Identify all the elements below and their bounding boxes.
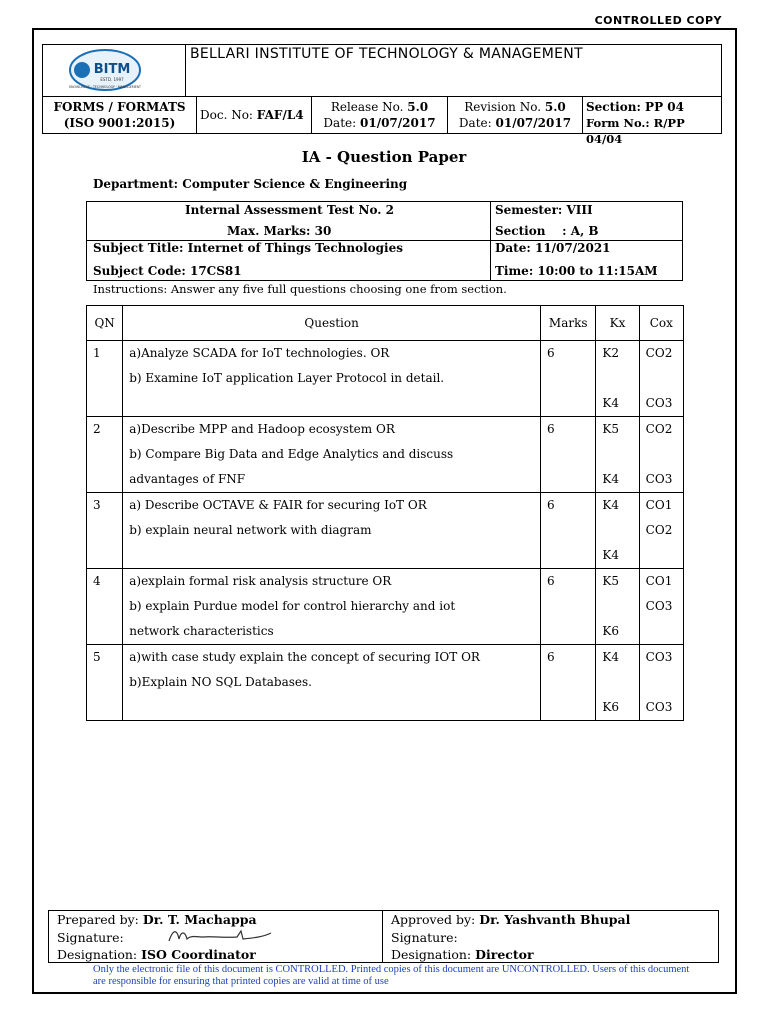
institute-logo xyxy=(68,48,142,92)
department: Department: Computer Science & Engineering xyxy=(93,177,408,191)
exam-time: Time: 10:00 to 11:15AM xyxy=(495,264,658,278)
revision-date-label: Date: xyxy=(458,116,492,130)
question-marks-line: 6 xyxy=(547,422,555,436)
prepared-label: Prepared by: xyxy=(57,912,139,927)
logo-tagline: KNOWLEDGE · TECHNOLOGY · MANAGEMENT xyxy=(69,85,141,89)
header-marks: Marks xyxy=(541,306,596,341)
instructions: Instructions: Answer any five full questions choosing one from section. xyxy=(93,282,507,296)
question-row xyxy=(87,417,684,493)
question-cox-line xyxy=(646,619,677,644)
question-cox-line: CO2 xyxy=(645,422,673,436)
question-text-line xyxy=(129,391,534,416)
revision-date-value: 01/07/2017 xyxy=(495,116,572,130)
prepared-name: Dr. T. Machappa xyxy=(142,912,257,927)
question-text-line: a)with case study explain the concept of securing IOT OR xyxy=(129,650,480,664)
question-kx-line: K2 xyxy=(602,346,619,360)
question-text-line: b) Compare Big Data and Edge Analytics and discuss xyxy=(129,447,454,461)
header-qn: QN xyxy=(87,306,123,341)
header-cox: Cox xyxy=(639,306,683,341)
question-text-line: b)Explain NO SQL Databases. xyxy=(129,675,312,689)
question-cox-line: CO2 xyxy=(645,346,673,360)
question-text-line: a) Describe OCTAVE & FAIR for securing IoT OR xyxy=(129,498,427,512)
section-value: Section: PP 04 xyxy=(586,100,684,114)
handwritten-signature xyxy=(167,925,287,947)
question-text-line: b) Examine IoT application Layer Protocol in detail. xyxy=(129,371,445,385)
approved-designation xyxy=(391,947,534,962)
question-cox xyxy=(639,417,683,493)
question-cox-line xyxy=(646,442,677,467)
question-cox-line: CO3 xyxy=(645,700,673,714)
question-number xyxy=(87,417,123,493)
institute-name: BELLARI INSTITUTE OF TECHNOLOGY & MANAGEMENT xyxy=(190,46,583,62)
iso-label: (ISO 9001:2015) xyxy=(63,116,176,130)
logo-estd: ESTD. 1997 xyxy=(100,77,124,82)
question-text xyxy=(123,417,541,493)
question-cox-line: CO3 xyxy=(645,396,673,410)
forms-label: FORMS / FORMATS xyxy=(53,100,186,114)
controlled-copy-stamp: CONTROLLED COPY xyxy=(594,14,722,27)
question-kx xyxy=(596,645,639,721)
question-cox-line: CO2 xyxy=(645,523,673,537)
question-kx-line xyxy=(602,594,632,619)
controlled-document-note: Only the electronic file of this document is CONTROLLED. Printed copies of this document are UNCONTROLLED. Users of this document are responsible for ensuring that printed copies are valid at time of use xyxy=(93,964,690,987)
question-cox-line xyxy=(646,366,677,391)
question-kx-line: K4 xyxy=(602,472,619,486)
question-marks-line: 6 xyxy=(547,574,555,588)
question-number-line: 5 xyxy=(93,650,101,664)
forms-cell xyxy=(43,97,197,133)
question-kx xyxy=(596,569,639,645)
question-kx-line: K5 xyxy=(602,574,619,588)
release-label: Release No. xyxy=(330,100,404,114)
question-kx-line xyxy=(602,670,632,695)
question-kx-line: K6 xyxy=(602,700,619,714)
signature-label: Signature: xyxy=(57,930,124,945)
doc-no-cell xyxy=(197,97,312,133)
question-table xyxy=(86,305,684,721)
question-kx-line xyxy=(602,366,632,391)
designation-label: Designation: xyxy=(57,947,138,962)
question-number-line: 4 xyxy=(93,574,101,588)
question-cox-line: CO3 xyxy=(645,650,673,664)
question-kx xyxy=(596,341,639,417)
exam-info-box xyxy=(86,201,683,281)
question-text xyxy=(123,493,541,569)
question-cox-line: CO3 xyxy=(645,472,673,486)
question-text-line xyxy=(129,695,534,720)
question-text-line: advantages of FNF xyxy=(129,472,246,486)
approved-by xyxy=(391,912,630,927)
question-marks xyxy=(541,341,596,417)
prepared-designation-value: ISO Coordinator xyxy=(141,947,256,962)
approved-signature xyxy=(391,930,458,945)
question-cox xyxy=(639,341,683,417)
question-kx-line: K6 xyxy=(602,624,619,638)
question-kx-line: K4 xyxy=(602,498,619,512)
question-row xyxy=(87,493,684,569)
question-text xyxy=(123,645,541,721)
question-text-line: b) explain Purdue model for control hierarchy and iot xyxy=(129,599,456,613)
revision-cell xyxy=(448,97,583,133)
question-kx-line: K4 xyxy=(602,396,619,410)
approved-designation-label: Designation: xyxy=(391,947,472,962)
approved-name: Dr. Yashvanth Bhupal xyxy=(479,912,631,927)
release-value: 5.0 xyxy=(407,100,429,114)
prepared-signature xyxy=(57,930,124,945)
approved-designation-value: Director xyxy=(475,947,534,962)
question-number xyxy=(87,569,123,645)
question-cox-line: CO1 xyxy=(645,574,673,588)
question-cox-line xyxy=(646,543,677,568)
doc-no-value: FAF/L4 xyxy=(256,108,304,122)
question-marks xyxy=(541,645,596,721)
question-text-line xyxy=(129,543,534,568)
question-kx-line xyxy=(602,442,632,467)
release-cell xyxy=(312,97,448,133)
question-cox-line: CO1 xyxy=(645,498,673,512)
test-number: Internal Assessment Test No. 2 xyxy=(185,203,394,217)
doc-no-label: Doc. No: xyxy=(200,108,253,122)
header-kx: Kx xyxy=(596,306,639,341)
header-question: Question xyxy=(123,306,541,341)
page-title: IA - Question Paper xyxy=(301,148,467,166)
question-cox xyxy=(639,493,683,569)
question-cox-line: CO3 xyxy=(645,599,673,613)
question-text-line: a)explain formal risk analysis structure OR xyxy=(129,574,392,588)
table-header-row xyxy=(87,306,684,341)
question-kx-line: K5 xyxy=(602,422,619,436)
approved-signature-label: Signature: xyxy=(391,930,458,945)
question-number xyxy=(87,341,123,417)
question-kx xyxy=(596,493,639,569)
form-no-value: Form No.: R/PP 04/04 xyxy=(586,116,685,146)
question-marks xyxy=(541,569,596,645)
question-marks xyxy=(541,493,596,569)
question-text xyxy=(123,569,541,645)
prepared-designation xyxy=(57,947,256,962)
max-marks: Max. Marks: 30 xyxy=(227,224,332,238)
semester: Semester: VIII xyxy=(495,203,593,217)
question-kx xyxy=(596,417,639,493)
question-text-line: network characteristics xyxy=(129,624,274,638)
question-cox xyxy=(639,569,683,645)
question-cox-line xyxy=(646,670,677,695)
question-text-line: b) explain neural network with diagram xyxy=(129,523,372,537)
question-marks-line: 6 xyxy=(547,498,555,512)
exam-date: Date: 11/07/2021 xyxy=(495,241,611,255)
question-marks xyxy=(541,417,596,493)
question-row xyxy=(87,569,684,645)
approval-footer xyxy=(48,910,719,963)
release-date-value: 01/07/2017 xyxy=(360,116,436,130)
question-number-line: 3 xyxy=(93,498,101,512)
question-kx-line xyxy=(602,518,632,543)
question-marks-line: 6 xyxy=(547,346,555,360)
approved-label: Approved by: xyxy=(391,912,476,927)
question-number-line: 2 xyxy=(93,422,101,436)
revision-value: 5.0 xyxy=(544,100,566,114)
question-cox xyxy=(639,645,683,721)
question-number-line: 1 xyxy=(93,346,101,360)
logo-text: BITM xyxy=(93,62,131,77)
section-cell xyxy=(583,97,721,146)
revision-label: Revision No. xyxy=(464,100,542,114)
subject-title: Subject Title: Internet of Things Technologies xyxy=(93,241,403,255)
question-rows xyxy=(87,341,684,721)
question-number xyxy=(87,493,123,569)
question-text-line: a)Analyze SCADA for IoT technologies. OR xyxy=(129,346,390,360)
question-kx-line: K4 xyxy=(602,650,619,664)
question-kx-line: K4 xyxy=(602,548,619,562)
question-text xyxy=(123,341,541,417)
subject-code: Subject Code: 17CS81 xyxy=(93,264,242,278)
question-marks-line: 6 xyxy=(547,650,555,664)
question-row xyxy=(87,341,684,417)
release-date-label: Date: xyxy=(323,116,357,130)
document-control-row xyxy=(42,96,722,146)
question-row xyxy=(87,645,684,721)
question-number xyxy=(87,645,123,721)
section: Section : A, B xyxy=(495,224,599,238)
question-text-line: a)Describe MPP and Hadoop ecosystem OR xyxy=(129,422,395,436)
